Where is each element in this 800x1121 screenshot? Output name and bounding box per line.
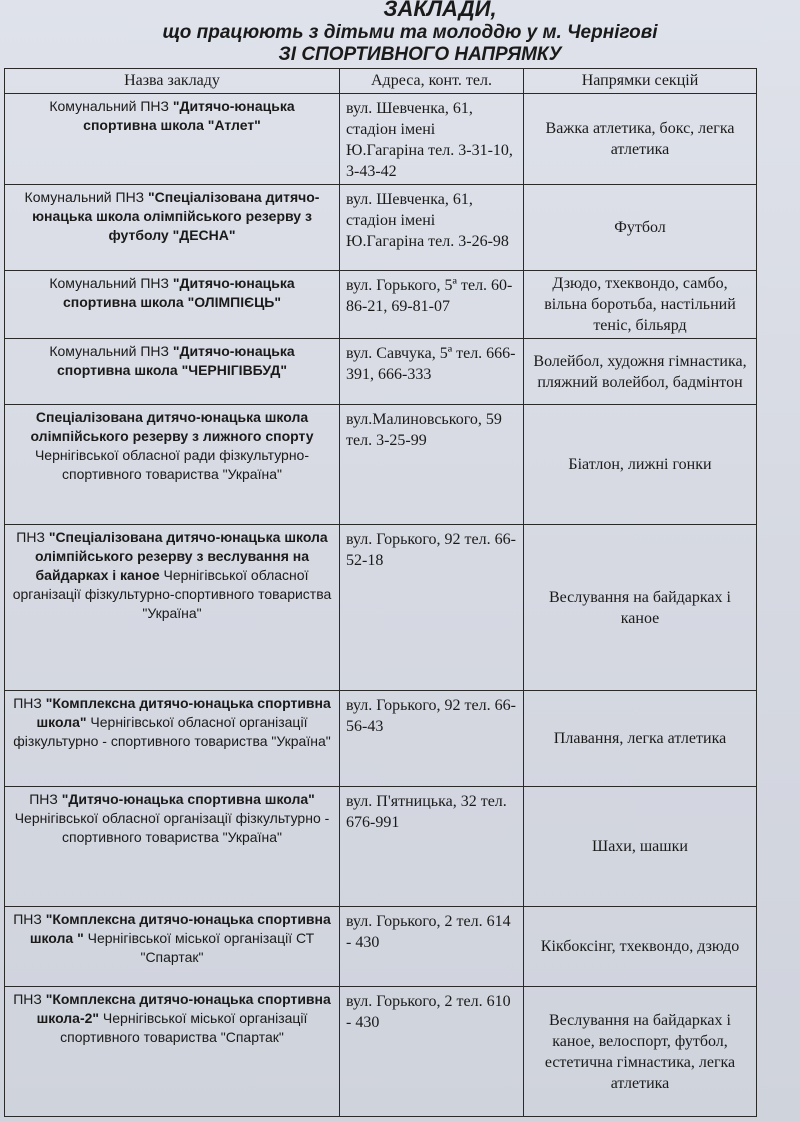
institution-name bbox=[5, 271, 340, 339]
section-directions: Біатлон, лижні гонки bbox=[524, 405, 757, 525]
institution-name bbox=[5, 787, 340, 907]
name-bold: "Спеціалізована дитячо-юнацька школа олімпійського резерву з веслування на байдарках і каное bbox=[34, 529, 328, 583]
section-directions: Важка атлетика, бокс, легка атлетика bbox=[524, 94, 757, 185]
table-row bbox=[5, 691, 757, 787]
table-row bbox=[5, 405, 757, 525]
col-header-address: Адреса, конт. тел. bbox=[340, 69, 524, 94]
institution-address: вул. Горького, 92 тел. 66-56-43 bbox=[340, 691, 524, 787]
table-row bbox=[5, 787, 757, 907]
name-suffix: Чернігівської міської організації спортивного товариства "Спартак" bbox=[60, 1010, 308, 1045]
name-bold: "Спеціалізована дитячо-юнацька школа олімпійського резерву з футболу "ДЕСНА" bbox=[32, 189, 320, 243]
section-directions: Футбол bbox=[524, 185, 757, 271]
name-suffix: Чернігівської обласної ради фізкультурно-спортивного товариства "Україна" bbox=[34, 447, 310, 482]
section-directions: Дзюдо, тхеквондо, самбо, вільна боротьба, настільний теніс, більярд bbox=[524, 271, 757, 339]
section-directions: Плавання, легка атлетика bbox=[524, 691, 757, 787]
name-bold: "Комплексна дитячо-юнацька спортивна школа-2" bbox=[36, 991, 331, 1026]
institution-name bbox=[5, 94, 340, 185]
table-row bbox=[5, 271, 757, 339]
institution-name bbox=[5, 405, 340, 525]
name-prefix: ПНЗ bbox=[13, 991, 46, 1007]
name-suffix: Чернігівської міської організації СТ "Спартак" bbox=[83, 930, 315, 965]
table-row bbox=[5, 185, 757, 271]
institution-name bbox=[5, 525, 340, 691]
name-prefix: ПНЗ bbox=[16, 529, 49, 545]
institution-name bbox=[5, 987, 340, 1117]
table-row bbox=[5, 339, 757, 405]
institution-name bbox=[5, 339, 340, 405]
institution-address: вул. П'ятницька, 32 тел. 676-991 bbox=[340, 787, 524, 907]
name-prefix: Комунальний ПНЗ bbox=[49, 343, 173, 359]
name-suffix: Чернігівської обласної організації фізкультурно - спортивного товариства "Україна" bbox=[14, 810, 330, 845]
col-header-directions: Напрямки секцій bbox=[524, 69, 757, 94]
section-directions: Веслування на байдарках і каное bbox=[524, 525, 757, 691]
institution-address: вул. Горького, 92 тел. 66-52-18 bbox=[340, 525, 524, 691]
table-row bbox=[5, 987, 757, 1117]
institution-name bbox=[5, 691, 340, 787]
table-row bbox=[5, 94, 757, 185]
name-prefix: Комунальний ПНЗ bbox=[49, 275, 173, 291]
name-bold: Спеціалізована дитячо-юнацька школа олімпійського резерву з лижного спорту bbox=[30, 409, 314, 444]
name-prefix: ПНЗ bbox=[13, 911, 46, 927]
institution-address: вул. Горького, 5ª тел. 60-86-21, 69-81-07 bbox=[340, 271, 524, 339]
table-row bbox=[5, 525, 757, 691]
name-bold: "Дитячо-юнацька спортивна школа" bbox=[61, 791, 315, 807]
institution-address: вул. Савчука, 5ª тел. 666-391, 666-333 bbox=[340, 339, 524, 405]
doc-title-line2: що працюють з дітьми та молоддю у м. Чернігові bbox=[162, 22, 658, 43]
name-prefix: ПНЗ bbox=[13, 695, 46, 711]
institution-address: вул.Малиновського, 59 тел. 3-25-99 bbox=[340, 405, 524, 525]
institution-address: вул. Шевченка, 61, стадіон імені Ю.Гагаріна тел. 3-26-98 bbox=[340, 185, 524, 271]
institution-address: вул. Горького, 2 тел. 610 - 430 bbox=[340, 987, 524, 1117]
institution-name bbox=[5, 907, 340, 987]
section-directions: Волейбол, художня гімнастика, пляжний волейбол, бадмінтон bbox=[524, 339, 757, 405]
name-bold: "Комплексна дитячо-юнацька спортивна школа " bbox=[29, 911, 331, 946]
section-directions: Шахи, шашки bbox=[524, 787, 757, 907]
name-bold: "Дитячо-юнацька спортивна школа "ОЛІМПІЄЦЬ" bbox=[62, 275, 295, 310]
institution-address: вул. Горького, 2 тел. 614 - 430 bbox=[340, 907, 524, 987]
name-bold: "Дитячо-юнацька спортивна школа "ЧЕРНІГІВБУД" bbox=[56, 343, 295, 378]
institution-name bbox=[5, 185, 340, 271]
section-directions: Кікбоксінг, тхеквондо, дзюдо bbox=[524, 907, 757, 987]
col-header-name: Назва закладу bbox=[5, 69, 340, 94]
name-suffix: Чернігівської обласної організації фізкультурно-спортивного товариства "Україна" bbox=[12, 567, 332, 621]
doc-title-line1: ЗАКЛАДИ, bbox=[383, 0, 497, 21]
name-bold: "Дитячо-юнацька спортивна школа "Атлет" bbox=[83, 98, 295, 133]
institutions-table bbox=[4, 68, 757, 1117]
table-header-row bbox=[5, 69, 757, 94]
name-prefix: Комунальний ПНЗ bbox=[49, 98, 173, 114]
section-directions: Веслування на байдарках і каное, велоспорт, футбол, естетична гімнастика, легка атлетика bbox=[524, 987, 757, 1117]
doc-title-line3: ЗІ СПОРТИВНОГО НАПРЯМКУ bbox=[278, 44, 562, 65]
institution-address: вул. Шевченка, 61, стадіон імені Ю.Гагаріна тел. 3-31-10, 3-43-42 bbox=[340, 94, 524, 185]
table-row bbox=[5, 907, 757, 987]
name-prefix: ПНЗ bbox=[29, 791, 62, 807]
name-suffix: Чернігівської обласної організації фізкультурно - спортивного товариства "Україна" bbox=[13, 714, 331, 749]
name-bold: "Комплексна дитячо-юнацька спортивна школа" bbox=[36, 695, 331, 730]
name-prefix: Комунальний ПНЗ bbox=[24, 189, 149, 205]
